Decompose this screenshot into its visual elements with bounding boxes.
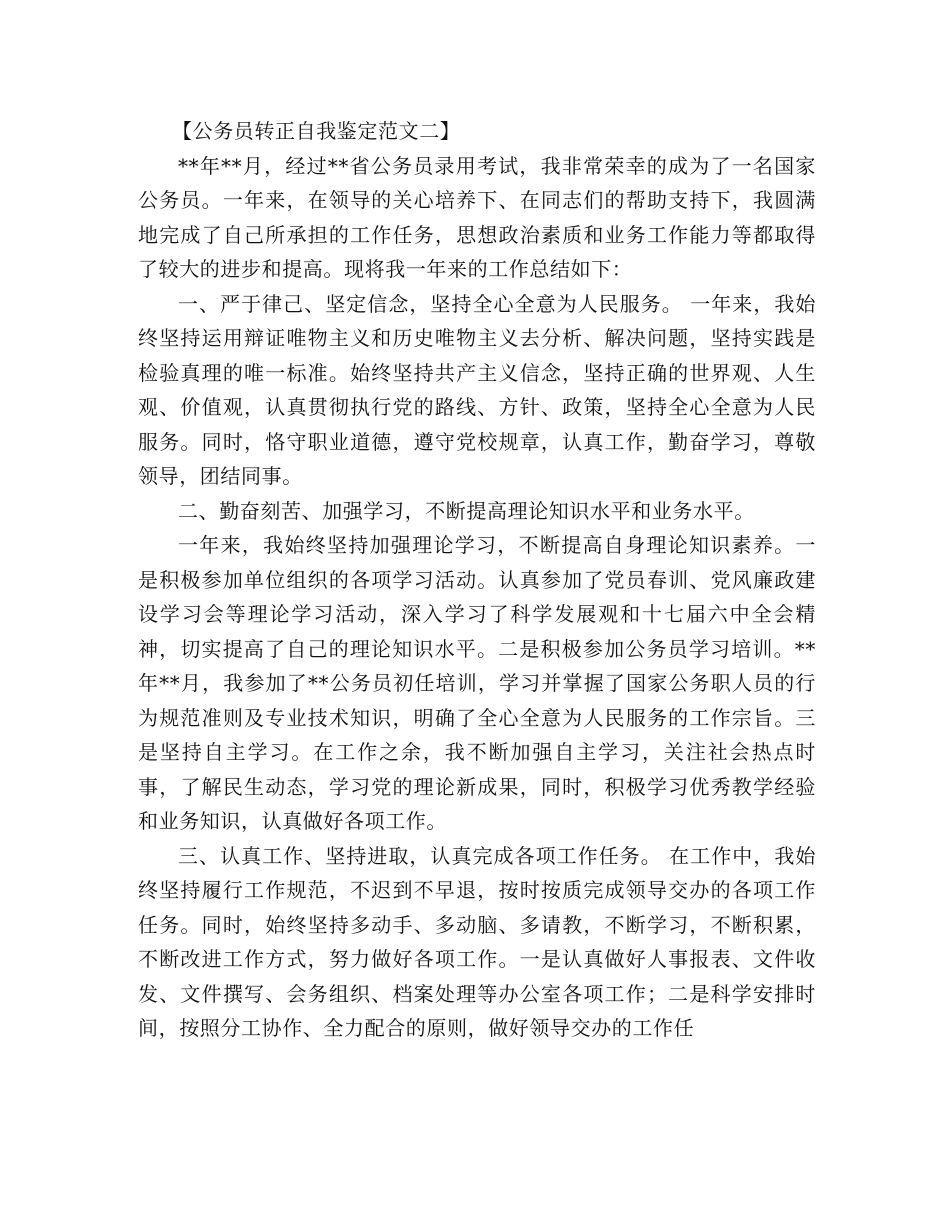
paragraph-section-one: 一、严于律己、坚定信念，坚持全心全意为人民服务。 一年来，我始终坚持运用辩证唯物主义和历史唯物主义去分析、解决问题，坚持实践是检验真理的唯一标准。始终坚持共产主义信念，坚持正确的世界观、人生观、价值观，认真贯彻执行党的路线、方针、政策，坚持全心全意为人民服务。同时，恪守职业道德，遵守党校规章，认真工作，勤奋学习，尊敬领导，团结同事。: [138, 291, 816, 488]
document-title: 【公务员转正自我鉴定范文二】: [172, 119, 461, 143]
section-two-heading: 二、勤奋刻苦、加强学习，不断提高理论知识水平和业务水平。: [178, 498, 755, 523]
paragraph-section-two: 一年来，我始终坚持加强理论学习，不断提高自身理论知识素养。一是积极参加单位组织的各项学习活动。认真参加了党员春训、党风廉政建设学习会等理论学习活动，深入学习了科学发展观和十七届六中全会精神，切实提高了自己的理论知识水平。二是积极参加公务员学习培训。**年**月，我参加了**公务员初任培训，学习并掌握了国家公务职人员的行为规范准则及专业技术知识，明确了全心全意为人民服务的工作宗旨。三是坚持自主学习。在工作之余，我不断加强自主学习，关注社会热点时事，了解民生动态，学习党的理论新成果，同时，积极学习优秀教学经验和业务知识，认真做好各项工作。: [138, 533, 816, 833]
paragraph-intro: **年**月，经过**省公务员录用考试，我非常荣幸的成为了一名国家公务员。一年来，在领导的关心培养下、在同志们的帮助支持下，我圆满地完成了自己所承担的工作任务，思想政治素质和业务工作能力等都取得了较大的进步和提高。现将我一年来的工作总结如下：: [138, 153, 816, 281]
paragraph-section-three: 三、认真工作、坚持进取，认真完成各项工作任务。 在工作中，我始终坚持履行工作规范，不迟到不早退，按时按质完成领导交办的各项工作任务。同时，始终坚持多动手、多动脑、多请教，不断学习，不断积累，不断改进工作方式，努力做好各项工作。一是认真做好人事报表、文件收发、文件撰写、会务组织、档案处理等办公室各项工作；二是科学安排时间，按照分工协作、全力配合的原则，做好领导交办的工作任: [138, 843, 816, 1040]
document-body: [138, 114, 816, 1046]
